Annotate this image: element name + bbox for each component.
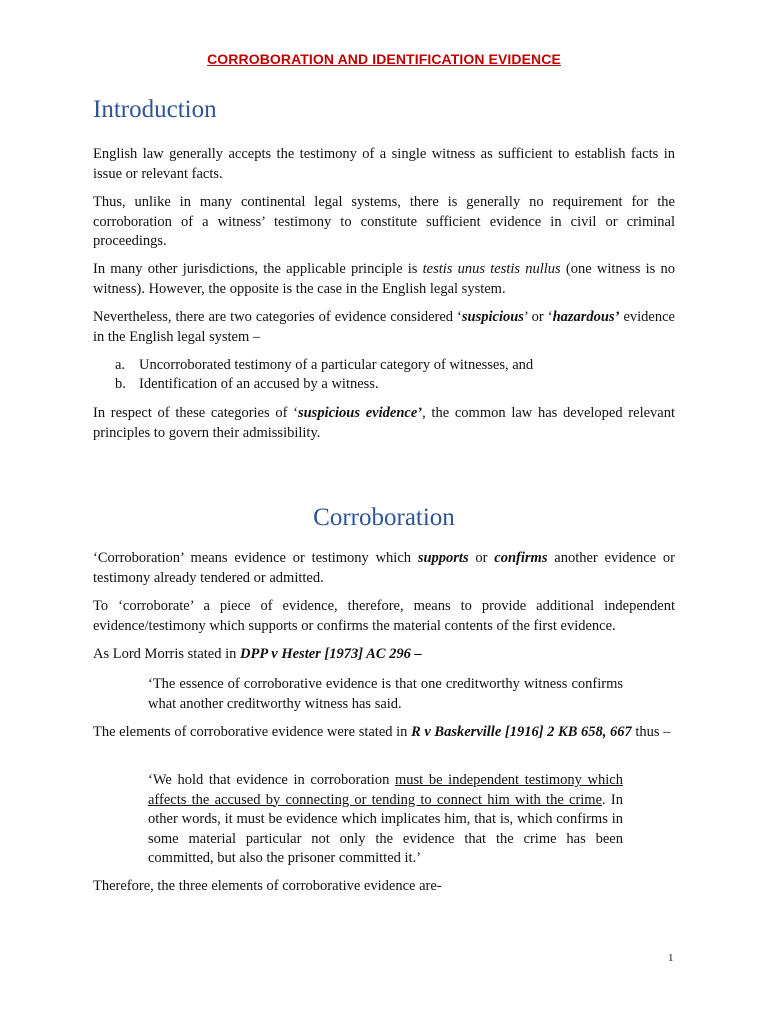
corroboration-paragraph-4: The elements of corroborative evidence were stated in R v Baskerville [1916] 2 KB 658, 667 thus – [93, 724, 671, 740]
corroboration-paragraph-3: As Lord Morris stated in DPP v Hester [1973] AC 296 – [93, 646, 422, 662]
corroboration-paragraph-2: To ‘corroborate’ a piece of evidence, therefore, means to provide additional independent evidence/testimony which supports or confirms the material contents of the first evidence. [93, 598, 675, 634]
intro-paragraph-1: English law generally accepts the testimony of a single witness as sufficient to establish facts in issue or relevant facts. [93, 146, 675, 182]
corroboration-heading: Corroboration [313, 504, 455, 531]
document-title: CORROBORATION AND IDENTIFICATION EVIDENCE [207, 51, 561, 67]
list-item: a. Uncorroborated testimony of a particular category of witnesses, and [115, 357, 534, 373]
intro-paragraph-5: In respect of these categories of ‘suspicious evidence’, the common law has developed relevant principles to govern their admissibility. [93, 405, 675, 441]
list-item: b. Identification of an accused by a witness. [115, 376, 379, 392]
intro-paragraph-4: Nevertheless, there are two categories of evidence considered ‘suspicious’ or ‘hazardous’ evidence in the English legal system – [93, 309, 675, 345]
intro-paragraph-3: In many other jurisdictions, the applicable principle is testis unus testis nullus (one witness is no witness). However, the opposite is the case in the English legal system. [93, 261, 676, 297]
introduction-heading: Introduction [93, 96, 217, 123]
baskerville-quote: ‘We hold that evidence in corroboration must be independent testimony which affects the accused by connecting or tending to connect him with the crime. In other words, it must be evidence which implicates him, that is, which confirms in some material particular not only the evidence that the crime has been committed, but also the prisoner committed it.’ [148, 772, 623, 866]
page-number: 1 [668, 952, 674, 964]
corroboration-paragraph-5: Therefore, the three elements of corroborative evidence are- [93, 878, 442, 894]
intro-paragraph-2: Thus, unlike in many continental legal systems, there is generally no requirement for the corroboration of a witness’ testimony to constitute sufficient evidence in civil or criminal proceedings. [93, 194, 675, 249]
corroboration-paragraph-1: ‘Corroboration’ means evidence or testimony which supports or confirms another evidence or testimony already tendered or admitted. [93, 550, 675, 586]
hester-quote: ‘The essence of corroborative evidence is that one creditworthy witness confirms what another creditworthy witness has said. [148, 676, 623, 712]
